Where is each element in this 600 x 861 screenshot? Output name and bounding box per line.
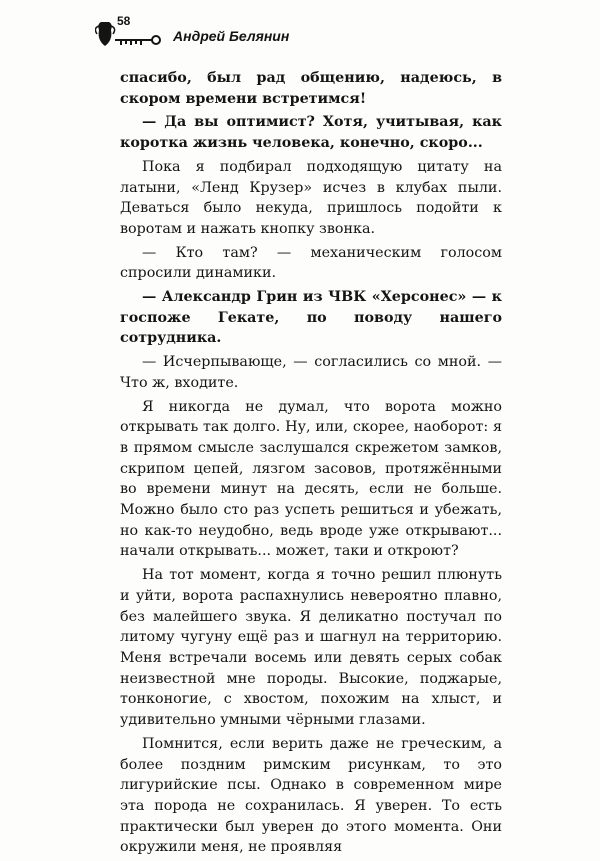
paragraph: Помнится, если верить даже не греческим, а более поздним римским рисункам, то это лигурийские псы. Однако в современном мире эта порода не сохранилась. Я уверен. То есть практически был уверен до этого момента. Они окружили меня, не проявляя [120,735,502,856]
paragraph: Пока я подбирал подходящую цитату на латыни, «Ленд Крузер» исчез в клубах пыли. Деваться было некуда, пришлось подойти к воротам и нажать кнопку звонка. [120,158,502,237]
paragraph: — Александр Грин из ЧВК «Херсонес» — к госпоже Гекате, по поводу нашего сотрудника. [120,289,502,347]
paragraph: — Исчерпывающе, — согласились со мной. — Что ж, входите. [120,354,502,391]
running-header [95,14,515,54]
paragraph: — Кто там? — механическим голосом спросили динамики. [120,244,502,282]
paragraph: Я никогда не думал, что ворота можно открывать так долго. Ну, или, скорее, наоборот: я в прямом смысле заслушался скрежетом замков, скрипом цепей, лязгом засовов, протяжёнными во времени минут на десять, если не больше. Можно было сто раз успеть решиться и убежать, но как-то неудобно, ведь вроде уже открывают... начали открывать... может, таки и откроют? [120,398,502,560]
paragraph: спасибо, был рад общению, надеюсь, в скором времени встретимся! [120,70,502,107]
author-name: Андрей Белянин [173,28,290,44]
page-number: 58 [117,14,131,28]
page-body [120,68,502,861]
paragraph: — Да вы оптимист? Хотя, учитывая, как коротка жизнь человека, конечно, скоро... [120,114,502,152]
paragraph: На тот момент, когда я точно решил плюнуть и уйти, ворота распахнулись невероятно плавно, без малейшего звука. Я деликатно постучал по литому чугуну ещё раз и шагнул на территорию. Меня встречали восемь или девять серых собак неизвестной мне породы. Высокие, поджарые, тонконогие, с хвостом, похожим на хлыст, и удивительно умными чёрными глазами. [120,567,502,729]
